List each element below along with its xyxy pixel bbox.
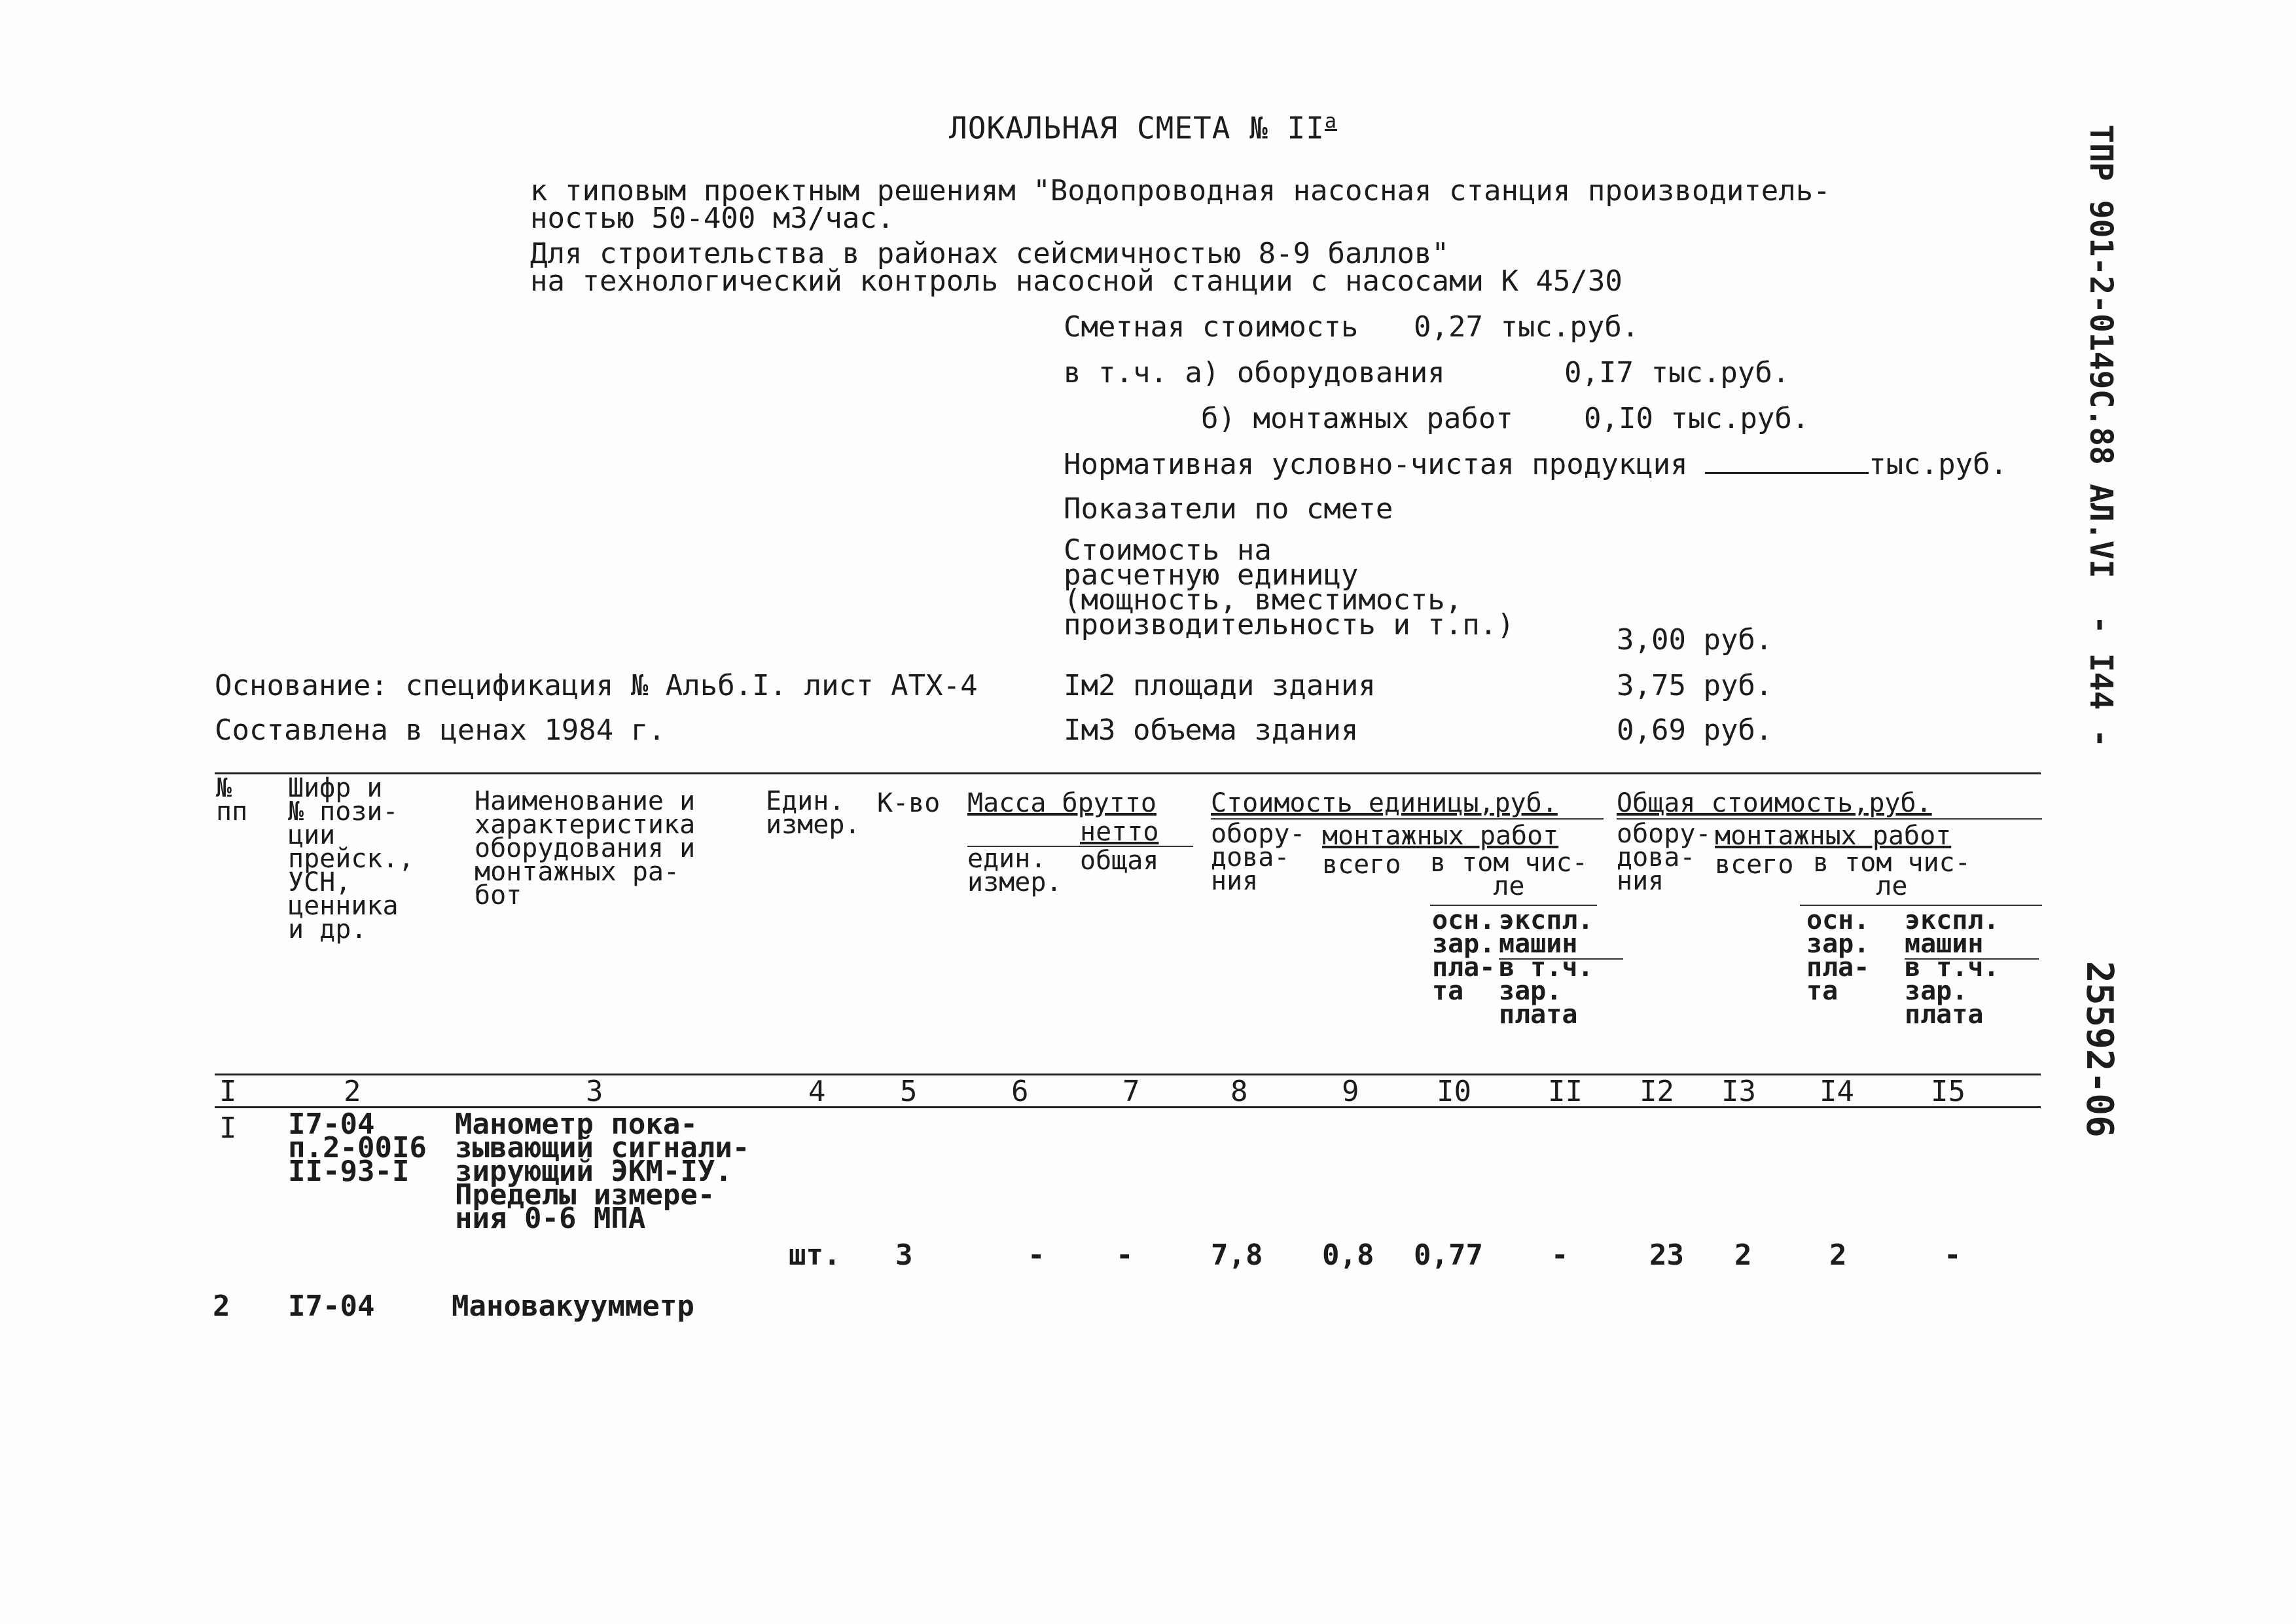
row-1-qty: 3	[895, 1238, 913, 1272]
row-1-col8: 7,8	[1211, 1238, 1263, 1272]
header-line-4: на технологический контроль насосной станции с насосами К 45/30	[530, 264, 1623, 298]
volume-label: Iм3 объема здания	[1064, 713, 1359, 747]
row-1-col10: 0,77	[1414, 1238, 1483, 1272]
colnum-2: 2	[344, 1075, 361, 1108]
title-suffix: а	[1324, 110, 1337, 133]
row-1-col11: -	[1551, 1238, 1569, 1272]
colnum-9: 9	[1342, 1075, 1359, 1108]
side-page: - I44 -	[2083, 615, 2119, 748]
row-2-name: Мановакуумметр	[452, 1290, 694, 1323]
colnum-10: I0	[1437, 1075, 1471, 1108]
colnum-4: 4	[808, 1075, 826, 1108]
col-netto-header: нетто	[1080, 817, 1159, 847]
colnum-13: I3	[1721, 1075, 1756, 1108]
mount-value: 0,I0 тыс.руб.	[1584, 402, 1810, 435]
unit-cost-label: Стоимость на расчетную единицу (мощность, вместимость, производительность и т.п.)	[1064, 533, 1515, 641]
colnum-14: I4	[1820, 1075, 1854, 1108]
colnum-8: 8	[1230, 1075, 1248, 1108]
row-1-code: I7-04 п.2-00I6 II-93-I	[288, 1108, 427, 1188]
colnum-3: 3	[586, 1075, 603, 1108]
col-qty-header: К-во	[877, 788, 941, 818]
row-1-col14: 2	[1829, 1238, 1847, 1272]
side-code: ТПР 901-2-0149С.88 АЛ.VI	[2083, 124, 2119, 579]
header-line-3: Для строительства в районах сейсмичностью 8-9 баллов"	[530, 237, 1449, 270]
colnum-5: 5	[900, 1075, 918, 1108]
row-1-col15: -	[1944, 1238, 1962, 1272]
col-mount2-incl-header: в том чис- ле	[1813, 848, 1971, 901]
mount-label: б) монтажных работ	[1201, 402, 1513, 435]
col-totalcost-header: Общая стоимость,руб.	[1617, 788, 1932, 818]
col-mass-unit-header: един. измер.	[967, 844, 1062, 897]
page-title: ЛОКАЛЬНАЯ СМЕТА № $II^а$	[949, 110, 1337, 146]
colnum-15: I5	[1931, 1075, 1965, 1108]
colnum-12: I2	[1640, 1075, 1674, 1108]
equipment-label: в т.ч. а) оборудования	[1064, 356, 1445, 389]
row-1-col13: 2	[1734, 1238, 1752, 1272]
row-2-code: I7-04	[288, 1290, 375, 1323]
col-mach2-header: экспл. машин в т.ч. зар. плата	[1905, 905, 2000, 1030]
col-equip-header: обору- дова- ния	[1211, 819, 1306, 896]
col-equip2-header: обору- дова- ния	[1617, 819, 1712, 896]
equipment-value: 0,I7 тыс.руб.	[1564, 356, 1790, 389]
row-1-col12: 23	[1649, 1238, 1684, 1272]
colnum-6: 6	[1011, 1075, 1029, 1108]
mach2-rule	[1905, 958, 2039, 960]
unit-cost-value: 3,00 руб.	[1617, 623, 1773, 657]
col-mach-header: экспл. машин в т.ч. зар. плата	[1499, 905, 1594, 1030]
col-mass-header: Масса брутто	[967, 788, 1157, 818]
total-cost-value: 0,27 тыс.руб.	[1414, 310, 1640, 344]
area-value: 3,75 руб.	[1617, 669, 1773, 702]
row-1-name: Манометр пока- зывающий сигнали- зирующий ЭКМ-IУ. Пределы измере- ния 0-6 МПА	[455, 1108, 750, 1235]
colnum-7: 7	[1122, 1075, 1140, 1108]
col-mount-header: монтажных работ	[1322, 821, 1559, 851]
col-mass-total-header: общая	[1080, 846, 1159, 876]
area-label: Iм2 площади здания	[1064, 669, 1376, 702]
row-1-unit: шт.	[789, 1238, 841, 1272]
header-line-2: ностью 50-400 м3/час.	[530, 202, 895, 235]
col-mount-incl-header: в том чис- ле	[1430, 848, 1588, 901]
col-unit-header: Един. измер.	[766, 786, 861, 840]
col-mount-all-header: всего	[1322, 850, 1401, 880]
normative-unit: тыс.руб.	[1869, 448, 2008, 481]
basis-text: Основание: спецификация № Альб.I. лист АТХ-4	[215, 669, 978, 702]
colnum-11: II	[1548, 1075, 1583, 1108]
row-2-no: 2	[213, 1290, 230, 1323]
indicators-label: Показатели по смете	[1064, 492, 1393, 526]
total-cost-label: Сметная стоимость	[1064, 310, 1359, 344]
row-1-no: I	[219, 1111, 237, 1145]
col-unitcost-header: Стоимость единицы,руб.	[1211, 788, 1558, 818]
col-wage2-header: осн. зар. пла- та	[1806, 905, 1870, 1006]
row-1-col9: 0,8	[1322, 1238, 1374, 1272]
col-code-header: Шифр и № пози- ции прейск., УСН, ценника и др.	[288, 773, 414, 945]
col-mount2-header: монтажных работ	[1715, 821, 1952, 851]
header-line-1: к типовым проектным решениям "Водопроводная насосная станция производитель-	[530, 174, 1831, 208]
normative-label: Нормативная условно-чистая продукция	[1064, 448, 1688, 481]
prices-text: Составлена в ценах 1984 г.	[215, 713, 666, 747]
row-1-mass-total: -	[1116, 1238, 1134, 1272]
normative-blank	[1705, 452, 1869, 474]
volume-value: 0,69 руб.	[1617, 713, 1773, 747]
table-top-rule	[215, 772, 2041, 774]
col-no-header: № пп	[216, 773, 248, 827]
colnum-1: I	[219, 1075, 237, 1108]
normative-row	[1064, 449, 2007, 480]
side-number: 25592-06	[2078, 961, 2121, 1138]
col-mount2-all-header: всего	[1715, 850, 1794, 880]
col-name-header: Наименование и характеристика оборудования и монтажных ра- бот	[475, 786, 696, 911]
row-1-mass-unit: -	[1028, 1238, 1045, 1272]
col-wage-header: осн. зар. пла- та	[1432, 905, 1496, 1006]
mach-rule	[1499, 958, 1623, 960]
